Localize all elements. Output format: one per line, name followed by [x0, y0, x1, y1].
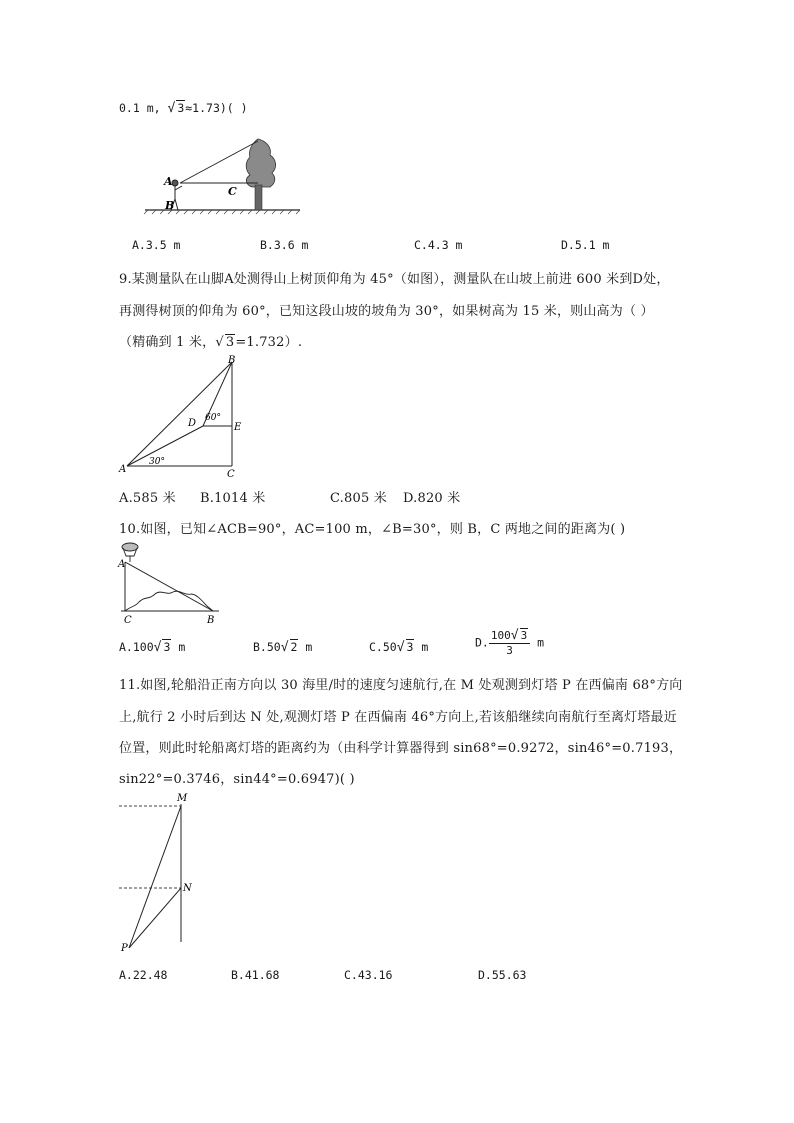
q8-label-b: B	[165, 199, 175, 212]
q9-label-angle60: 60°	[205, 413, 221, 423]
q11-figure	[115, 790, 205, 958]
q11-stem-line4: sin22°=0.3746，sin44°=0.6947)( )	[119, 772, 355, 787]
q11-label-n: N	[183, 883, 192, 894]
q11-option-d[interactable]: D.55.63	[478, 968, 527, 982]
q10-d-num: 100	[490, 629, 511, 642]
q8-stem-tail	[119, 101, 248, 116]
q10-b-post: m	[305, 640, 313, 654]
q10-terrain	[125, 591, 213, 611]
q10-c-pre: C.50	[369, 640, 397, 654]
q11-label-p: P	[121, 943, 128, 954]
q10-c-sqrt: 3	[406, 640, 414, 654]
q9-stem-line1: 9.某测量队在山脚A处测得山上树顶仰角为 45°（如图），测量队在山坡上前进 600 米到D处，	[119, 272, 670, 287]
q10-stem-line1: 10.如图，已知∠ACB=90°，AC=100 m，∠B=30°，则 B，C 两地之间的距离为( )	[119, 522, 626, 537]
q11-segment-pn	[129, 888, 181, 948]
q8-option-c[interactable]: C.4.3 m	[414, 238, 463, 252]
q10-label-c: C	[124, 615, 132, 626]
q11-stem-line1: 11.如图,轮船沿正南方向以 30 海里/时的速度匀速航行,在 M 处观测到灯塔 P 在西偏南 68°方向	[119, 678, 683, 693]
q11-stem-line2: 上,航行 2 小时后到达 N 处,观测灯塔 P 在西偏南 46°方向上,若该船继续向南航行至离灯塔最近	[119, 710, 677, 725]
q10-option-a[interactable]	[119, 640, 185, 655]
q8-stem-post: ≈1.73)( )	[185, 101, 248, 115]
q10-figure	[115, 540, 225, 626]
q10-a-sqrt: 3	[163, 640, 171, 654]
q10-d-numerator	[489, 628, 530, 644]
sqrt-symbol: √	[167, 101, 176, 116]
q9-figure	[117, 354, 247, 479]
q10-segment-ab	[125, 562, 213, 611]
q9-label-c: C	[227, 469, 235, 479]
sqrt-symbol: √	[396, 640, 405, 655]
sqrt-symbol: √	[280, 640, 289, 655]
q11-option-a[interactable]: A.22.48	[119, 968, 168, 982]
q10-d-denominator: 3	[506, 644, 513, 657]
q10-option-b[interactable]	[253, 640, 312, 655]
q9-option-b[interactable]: B.1014 米	[200, 491, 266, 506]
q8-figure	[140, 133, 310, 218]
q10-d-num-sqrt: 3	[520, 629, 528, 642]
sqrt-symbol: √	[215, 335, 224, 350]
q8-label-a: A	[164, 175, 173, 188]
q10-c-post: m	[421, 640, 429, 654]
q10-d-pre: D.	[475, 635, 489, 650]
q11-stem-line3: 位置，则此时轮船离灯塔的距离约为（由科学计算器得到 sin68°=0.9272，sin46°=0.7193，	[119, 741, 683, 756]
q9-label-angle30: 30°	[149, 457, 165, 467]
q8-option-d[interactable]: D.5.1 m	[561, 238, 610, 252]
q10-b-sqrt: 2	[290, 640, 298, 654]
q10-option-c[interactable]	[369, 640, 428, 655]
q9-label-e: E	[234, 422, 242, 433]
q11-option-b[interactable]: B.41.68	[231, 968, 280, 982]
q9-stem-line3	[119, 331, 302, 350]
q10-label-a: A	[118, 559, 126, 570]
q11-segment-pm	[129, 806, 181, 948]
q8-option-b[interactable]: B.3.6 m	[260, 238, 309, 252]
q8-stem-pre: 0.1 m,	[119, 101, 161, 115]
q9-option-a[interactable]: A.585 米	[119, 491, 176, 506]
q9-label-d: D	[188, 418, 197, 429]
q10-d-post: m	[537, 635, 545, 650]
q10-d-fraction	[489, 628, 530, 657]
q8-tree-crown	[246, 139, 275, 187]
q10-a-pre: A.100	[119, 640, 154, 654]
q8-stem-sqrt: 3	[177, 101, 185, 115]
q9-line3-post: =1.732）.	[235, 335, 303, 350]
q8-tree-trunk	[255, 185, 262, 210]
q11-label-m: M	[177, 793, 188, 804]
sqrt-symbol: √	[153, 640, 162, 655]
q8-sight-line	[180, 141, 258, 183]
q10-option-d[interactable]	[475, 628, 544, 657]
q8-label-c: C	[228, 185, 237, 198]
q9-stem-line2: 再测得树顶的仰角为 60°，已知这段山坡的坡角为 30°，如果树高为 15 米，则山高为（ ）	[119, 304, 654, 319]
q9-option-d[interactable]: D.820 米	[403, 491, 461, 506]
sqrt-symbol: √	[510, 628, 519, 643]
q8-option-a[interactable]: A.3.5 m	[132, 238, 181, 252]
q11-option-c[interactable]: C.43.16	[344, 968, 393, 982]
q9-segment-ad	[127, 426, 203, 466]
q10-a-post: m	[178, 640, 186, 654]
q9-line3-pre: （精确到 1 米，	[119, 335, 216, 350]
q9-line3-sqrt: 3	[225, 335, 235, 350]
q9-option-c[interactable]: C.805 米	[330, 491, 387, 506]
q10-b-pre: B.50	[253, 640, 281, 654]
q9-label-b: B	[228, 355, 236, 366]
q9-label-a: A	[119, 464, 127, 475]
q10-label-b: B	[207, 615, 215, 626]
